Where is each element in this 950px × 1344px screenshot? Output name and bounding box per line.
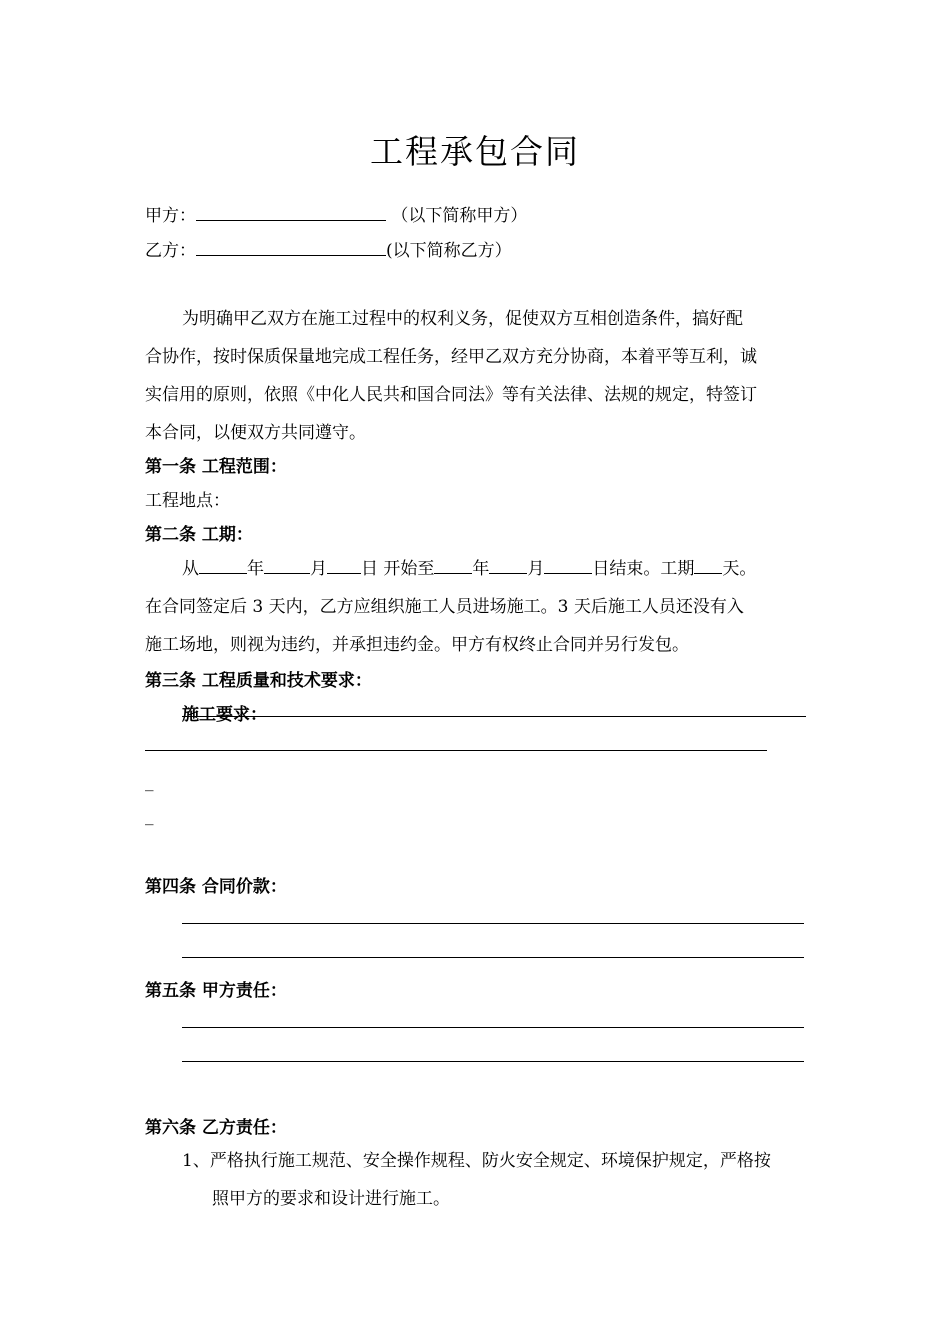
price-line-2[interactable] — [182, 957, 804, 958]
end-month-blank[interactable] — [489, 572, 527, 574]
start-day-text: 日 开始至 — [361, 559, 435, 579]
party-a-duty-line-1[interactable] — [182, 1027, 804, 1028]
period-line-2: 在合同签定后 3 天内，乙方应组织施工人员进场施工。3 天后施工人员还没有入 — [145, 597, 744, 617]
requirements-line-1[interactable] — [182, 716, 806, 717]
duration-unit: 天。 — [722, 559, 757, 579]
end-year-text: 年 — [472, 559, 490, 579]
party-b-note: (以下简称乙方） — [386, 241, 512, 261]
party-a-duty-line-2[interactable] — [182, 1061, 804, 1062]
party-b-duty-item-1-line-2: 照甲方的要求和设计进行施工。 — [212, 1189, 450, 1209]
party-a-note: （以下简称甲方） — [391, 206, 528, 226]
party-a-row — [145, 201, 527, 226]
work-site-label: 工程地点： — [145, 491, 230, 511]
end-day-text: 日结束。工期 — [592, 559, 695, 579]
requirements-line-2[interactable] — [145, 750, 767, 751]
article-2-heading: 第二条 工期： — [145, 525, 253, 545]
duration-blank[interactable] — [694, 572, 722, 574]
start-year-blank[interactable] — [199, 572, 247, 574]
party-b-label: 乙方： — [145, 241, 196, 261]
requirements-dash-2: _ — [145, 806, 154, 826]
intro-line-1: 为明确甲乙双方在施工过程中的权利义务，促使双方互相创造条件，搞好配 — [182, 309, 743, 329]
article-1-heading: 第一条 工程范围： — [145, 457, 287, 477]
party-b-blank[interactable] — [196, 254, 386, 256]
start-month-blank[interactable] — [264, 572, 310, 574]
party-b-duty-item-1-line-1: 1、严格执行施工规范、安全操作规程、防火安全规定、环境保护规定，严格按 — [182, 1151, 771, 1171]
intro-line-4: 本合同，以便双方共同遵守。 — [145, 423, 366, 443]
end-day-blank[interactable] — [544, 572, 592, 574]
article-4-heading: 第四条 合同价款： — [145, 877, 287, 897]
intro-line-3: 实信用的原则，依照《中化人民共和国合同法》等有关法律、法规的规定，特签订 — [145, 385, 757, 405]
document-title: 工程承包合同 — [370, 132, 580, 171]
start-day-blank[interactable] — [327, 572, 361, 574]
end-month-text: 月 — [527, 559, 545, 579]
start-month-text: 月 — [310, 559, 327, 579]
article-3-heading: 第三条 工程质量和技术要求： — [145, 671, 372, 691]
article-6-heading: 第六条 乙方责任： — [145, 1118, 287, 1138]
end-year-blank[interactable] — [434, 572, 472, 574]
period-row — [182, 554, 756, 579]
requirements-label: 施工要求： — [182, 705, 267, 725]
party-a-blank[interactable] — [196, 219, 386, 221]
party-a-label: 甲方： — [145, 206, 196, 226]
intro-line-2: 合协作，按时保质保量地完成工程任务，经甲乙双方充分协商，本着平等互利，诚 — [145, 347, 757, 367]
article-5-heading: 第五条 甲方责任： — [145, 981, 287, 1001]
start-year-text: 年 — [247, 559, 264, 579]
period-line-3: 施工场地，则视为违约，并承担违约金。甲方有权终止合同并另行发包。 — [145, 635, 689, 655]
period-from: 从 — [182, 559, 199, 579]
price-line-1[interactable] — [182, 923, 804, 924]
party-b-row — [145, 236, 512, 261]
requirements-dash-1: _ — [145, 772, 154, 792]
